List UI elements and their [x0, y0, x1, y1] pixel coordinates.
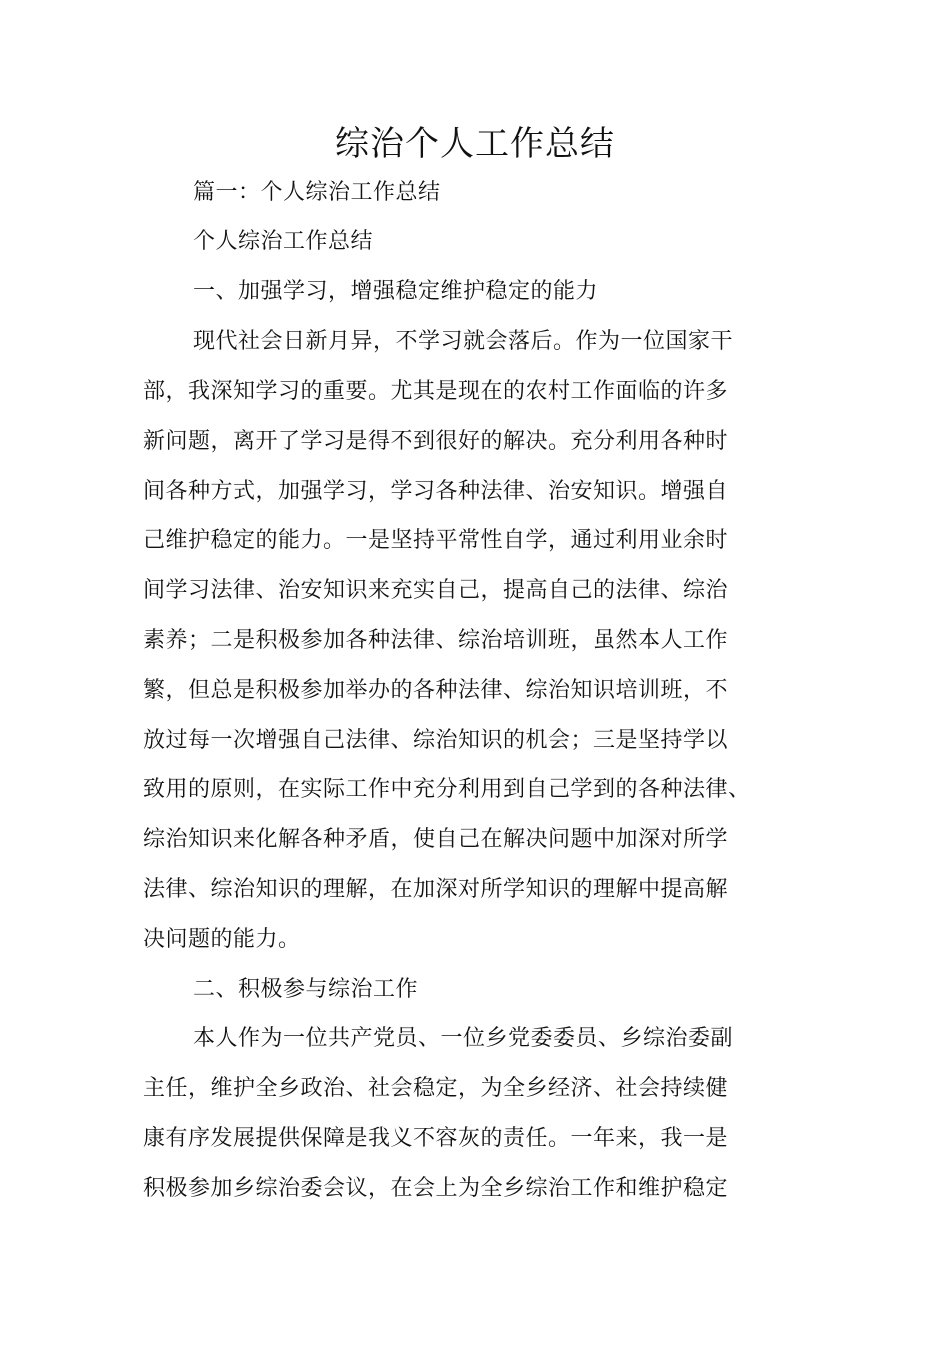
paragraph-line: 新问题，离开了学习是得不到很好的解决。充分利用各种时 [143, 429, 729, 454]
section-heading-2: 二、积极参与综治工作 [193, 977, 419, 1002]
paragraph-line: 现代社会日新月异，不学习就会落后。作为一位国家干 [193, 329, 734, 354]
paragraph-line: 康有序发展提供保障是我义不容灰的责任。一年来，我一是 [143, 1126, 729, 1151]
paragraph-line: 积极参加乡综治委会议，在会上为全乡综治工作和维护稳定 [143, 1176, 729, 1201]
paragraph-line: 素养；二是积极参加各种法律、综治培训班，虽然本人工作 [143, 628, 729, 653]
paragraph-line: 己维护稳定的能力。一是坚持平常性自学，通过利用业余时 [143, 528, 729, 553]
paragraph-line: 致用的原则，在实际工作中充分利用到自己学到的各种法律、 [143, 777, 751, 802]
paragraph-line: 法律、综治知识的理解，在加深对所学知识的理解中提高解 [143, 877, 729, 902]
section-heading-part-one: 篇一：个人综治工作总结 [193, 180, 441, 205]
paragraph-line: 本人作为一位共产党员、一位乡党委委员、乡综治委副 [193, 1026, 734, 1051]
paragraph-line: 主任，维护全乡政治、社会稳定，为全乡经济、社会持续健 [143, 1076, 729, 1101]
document-title: 综治个人工作总结 [335, 124, 615, 164]
paragraph-line: 繁，但总是积极参加举办的各种法律、综治知识培训班，不 [143, 678, 729, 703]
paragraph-line: 部，我深知学习的重要。尤其是现在的农村工作面临的许多 [143, 379, 729, 404]
paragraph-line: 放过每一次增强自己法律、综治知识的机会；三是坚持学以 [143, 728, 729, 753]
paragraph-line: 决问题的能力。 [143, 927, 301, 952]
paragraph-line: 综治知识来化解各种矛盾，使自己在解决问题中加深对所学 [143, 827, 729, 852]
paragraph-line: 间各种方式，加强学习，学习各种法律、治安知识。增强自 [143, 479, 729, 504]
paragraph-line: 间学习法律、治安知识来充实自己，提高自己的法律、综治 [143, 578, 729, 603]
section-heading-1: 一、加强学习，增强稳定维护稳定的能力 [193, 279, 599, 304]
subtitle: 个人综治工作总结 [193, 229, 374, 254]
